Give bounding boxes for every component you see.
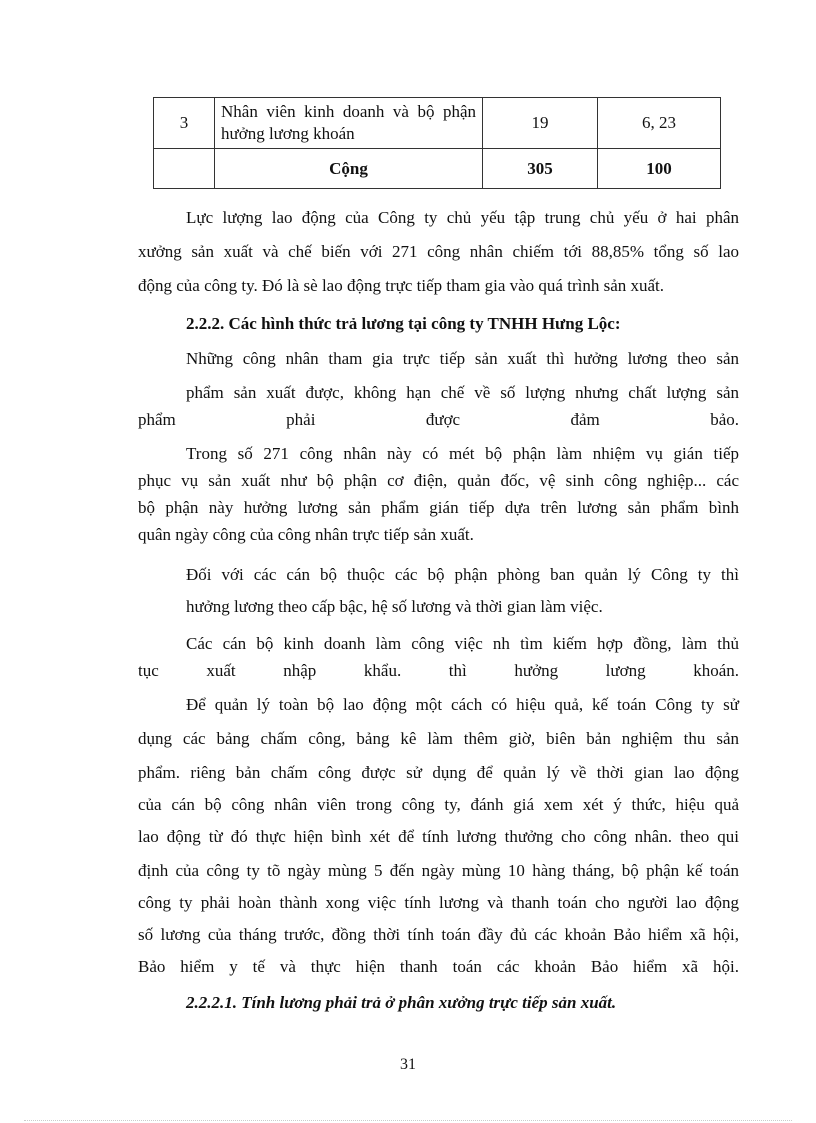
table-row	[154, 98, 721, 149]
row-name: Nhân viên kinh doanh và bộ phận hưởng lương khoán	[215, 98, 483, 149]
para4-line1: Đối với các cán bộ thuộc các bộ phận phòng ban quản lý Công ty thì	[186, 565, 739, 584]
subsection-heading: 2.2.2.1. Tính lương phải trả ở phân xưởng trực tiếp sản xuất.	[186, 993, 617, 1012]
row-percent: 6, 23	[598, 98, 721, 149]
para1-line3: động của công ty. Đó là sè lao động trực tiếp tham gia vào quá trình sản xuất.	[138, 276, 665, 295]
total-index	[154, 149, 215, 189]
para2-line1: Những công nhân tham gia trực tiếp sản xuất thì hưởng lương theo sản	[186, 349, 739, 368]
page-number: 31	[400, 1056, 416, 1073]
para6-line8: số lương của tháng trước, đồng thời tính toán đầy đủ các khoản Bảo hiểm xã hội,	[138, 925, 739, 944]
para6-line6: định của công ty tõ ngày mùng 5 đến ngày mùng 10 hàng tháng, bộ phận kế toán	[138, 861, 739, 880]
row-index: 3	[154, 98, 215, 149]
para4-line2: hưởng lương theo cấp bậc, hệ số lương và thời gian làm việc.	[186, 597, 603, 616]
table-total-row	[154, 149, 721, 189]
para5-line1: Các cán bộ kinh doanh làm công việc nh tìm kiếm hợp đồng, làm thủ	[186, 634, 739, 653]
para3-line2: phục vụ sản xuất như bộ phận cơ điện, quản đốc, vệ sinh công nghiệp... các	[138, 471, 739, 490]
page-bottom-separator	[24, 1120, 792, 1121]
para3-line1: Trong số 271 công nhân này có mét bộ phận làm nhiệm vụ gián tiếp	[186, 444, 739, 463]
row-count: 19	[483, 98, 598, 149]
para6-line1: Để quản lý toàn bộ lao động một cách có hiệu quả, kế toán Công ty sử	[186, 695, 739, 714]
para6-line3: phẩm. riêng bản chấm công được sử dụng để quản lý về thời gian lao động	[138, 763, 739, 782]
total-percent: 100	[598, 149, 721, 189]
para6-line7: công ty phải hoàn thành xong việc tính lương và thanh toán cho người lao động	[138, 893, 739, 912]
labor-table	[153, 97, 721, 189]
para6-line2: dụng các bảng chấm công, bảng kê làm thêm giờ, biên bản nghiệm thu sản	[138, 729, 739, 748]
section-heading: 2.2.2. Các hình thức trả lương tại công ty TNHH Hưng Lộc:	[186, 314, 621, 333]
para6-line4: của cán bộ công nhân viên trong công ty, đánh giá xem xét ý thức, hiệu quả	[138, 795, 739, 814]
para3-line3: bộ phận này hưởng lương sản phẩm gián tiếp dựa trên lương sản phẩm bình	[138, 498, 739, 517]
para2-line3: phẩm phải được đảm bảo.	[138, 410, 739, 429]
para3-line4: quân ngày công của công nhân trực tiếp sản xuất.	[138, 525, 474, 544]
para6-line5: lao động từ đó thực hiện bình xét để tính lương thưởng cho công nhân. theo qui	[138, 827, 739, 846]
total-count: 305	[483, 149, 598, 189]
para1-line1: Lực lượng lao động của Công ty chủ yếu tập trung chủ yếu ở hai phân	[186, 208, 739, 227]
para1-line2: xưởng sản xuất và chế biến với 271 công nhân chiếm tới 88,85% tổng số lao	[138, 242, 739, 261]
total-label: Cộng	[215, 149, 483, 189]
para5-line2: tục xuất nhập khẩu. thì hưởng lương khoán.	[138, 661, 739, 680]
para6-line9: Bảo hiểm y tế và thực hiện thanh toán các khoản Bảo hiểm xã hội.	[138, 957, 739, 976]
para2-line2: phẩm sản xuất được, không hạn chế về số lượng nhưng chất lượng sản	[186, 383, 739, 402]
